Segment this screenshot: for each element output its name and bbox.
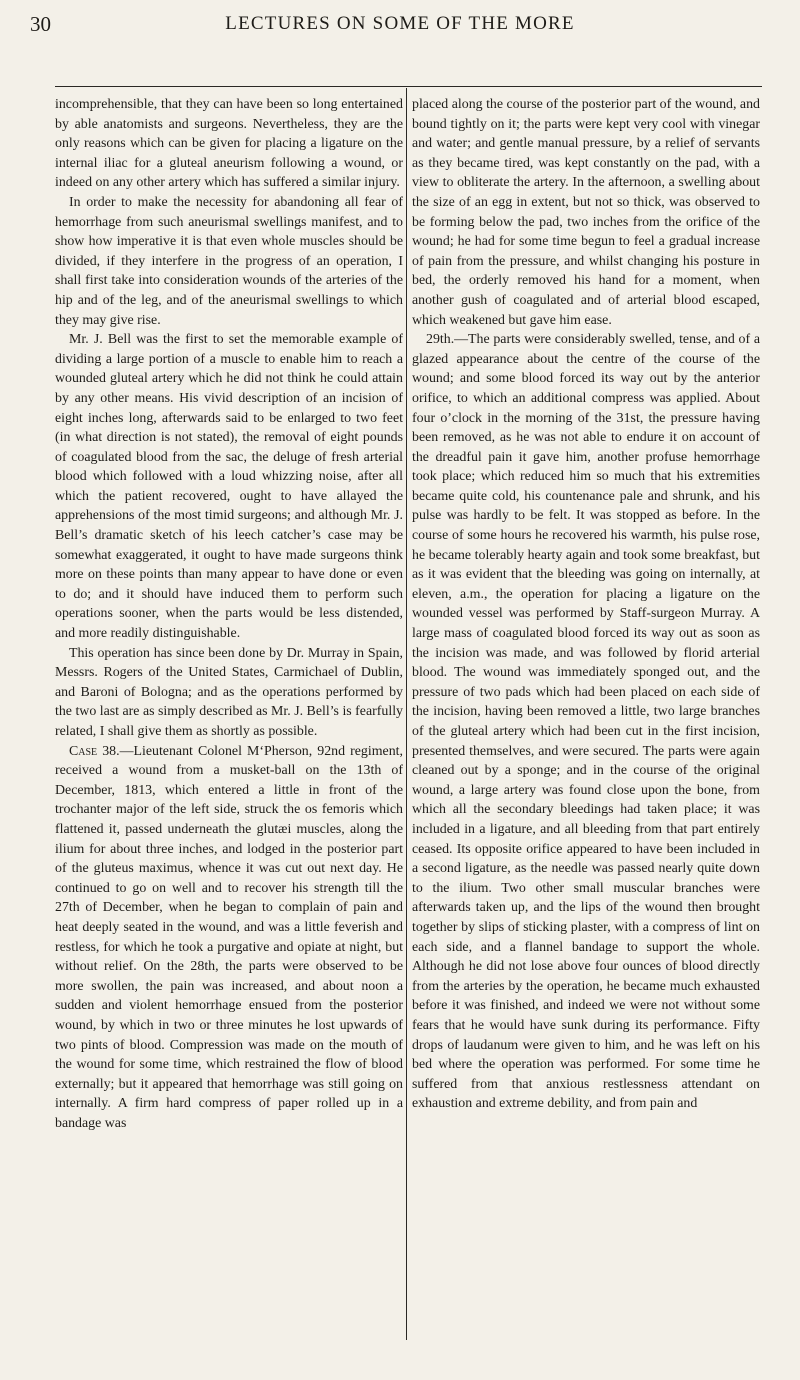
case-text: —Lieutenant Colonel M‘Pherson, 92nd regiment, received a wound from a musket-ball on the 13th of December, 1813, which entered a little in front of the trochanter major of the left side, struck the os femoris which flattened it, passed underneath the glutæi muscles, along the ilium for about three inches, and lodged in the posterior part of the gluteus maximus, whence it was cut out next day. He continued to go on well and to recover his strength till the 27th of December, when he began to complain of pain and heat deeply seated in the wound, and was a little feverish and restless, for which he took a purgative and opiate at night, but without relief. On the 28th, the parts were observed to be more swollen, the pain was increased, and about noon a sudden and violent hemorrhage ensued from the posterior wound, by which in two or three minutes he lost upwards of two pints of blood. Compression was made on the mouth of the wound for some time, which restrained the flow of blood externally; but it appeared that hemorrhage was still going on internally. A firm hard compress of paper rolled up in a bandage was: [55, 743, 403, 1131]
paragraph: 29th.—The parts were considerably swelled, tense, and of a glazed appearance about the centre of the course of the wound; and some blood forced its way out by the anterior orifice, to which an additional compress was applied. About four o’clock in the morning of the 31st, the pressure having been removed, as he was not able to endure it on account of the dreadful pain it gave him, another profuse hemorrhage took place; which reduced him so much that his extremities became quite cold, his countenance pale and shrunk, and his pulse was hardly to be felt. It was stopped as before. In the course of some hours he recovered his warmth, his pulse rose, he became tolerably hearty again and took some breakfast, but as it was evident that the bleeding was going on internally, at eleven, a.m., the operation for placing a ligature on the wounded vessel was performed by Staff-surgeon Murray. A large mass of coagulated blood forced its way out as soon as the incision was made, and was followed by florid arterial blood. The wound was immediately sponged out, and the pressure of two pads which had been placed on each side of the incision, having been removed a little, two large branches of the gluteal artery which had been cut in the first incision, presented themselves, and were secured. The parts were again cleaned out by a sponge; and in the course of the original wound, a large artery was found close upon the bone, from which all the secondary bleedings had taken place; it was included in a ligature, and all bleeding from that part entirely ceased. Its opposite orifice appeared to have been included in a second ligature, as the needle was passed nearly quite down to the ilium. Two other small muscular branches were afterwards taken up, and the lips of the wound then brought together by slips of sticking plaster, with a compress of lint on each side, and a flannel bandage to support the whole. Although he did not lose above four ounces of blood directly from the arteries by the operation, he became much exhausted before it was finished, and indeed we were not without some fears that he would have sunk during its performance. Fifty drops of laudanum were given to him, and he was left on his bed where the operation was performed. For some time he suffered from that anxious restlessness attendant on exhaustion and extreme debility, and from pain and: [412, 332, 760, 1112]
page-number: 30: [30, 11, 51, 36]
left-column: [55, 95, 403, 1133]
case-paragraph: [55, 742, 403, 1134]
case-label: Case 38.: [69, 743, 120, 759]
column-divider: [406, 88, 407, 1340]
paragraph: This operation has since been done by Dr. Murray in Spain, Messrs. Rogers of the United States, Carmichael of Dublin, and Baroni of Bologna; and as the operations performed by the two last are as simply described as Mr. J. Bell’s is fearfully related, I shall give them as shortly as possible.: [55, 645, 403, 739]
paragraph: placed along the course of the posterior part of the wound, and bound tightly on it; the parts were kept very cool with vinegar and water; and gentle manual pressure, by a relief of servants as they became tired, was kept constantly on the pad, with a view to obliterate the artery. In the afternoon, a swelling about the size of an egg in extent, but not so thick, was observed to be forming below the pad, two inches from the orifice of the wound; he had for some time begun to feel a gradual increase of pain from the pressure, and whilst changing his posture in bed, the orderly removed his hand for a moment, when another gush of coagulated and of arterial blood escaped, which weakened but gave him ease.: [412, 97, 760, 328]
paragraph: In order to make the necessity for abandoning all fear of hemorrhage from such aneurismal swellings manifest, and to show how imperative it is that even whole muscles should be divided, if they interfere in the progress of an operation, I shall first take into consideration wounds of the arteries of the hip and of the leg, and of the aneurismal swellings to which they may give rise.: [55, 194, 403, 328]
running-title: LECTURES ON SOME OF THE MORE: [225, 13, 575, 34]
paragraph: incomprehensible, that they can have been so long entertained by able anatomists and surgeons. Nevertheless, they are the only reasons which can be given for placing a ligature on the internal iliac for a gluteal aneurism following a wound, or indeed on any other artery which has suffered a similar injury.: [55, 97, 403, 191]
header-rule: [55, 86, 762, 87]
paragraph: Mr. J. Bell was the first to set the memorable example of dividing a large portion of a muscle to enable him to reach a wounded gluteal artery which he did not think he could attain by any other means. His vivid description of an incision of eight inches long, afterwards said to be enlarged to two feet (in what direction is not stated), the removal of eight pounds of coagulated blood from the sac, the deluge of fresh arterial blood which followed with a loud whizzing noise, after all which the patient recovered, ought to have allayed the apprehensions of the most timid surgeons; and although Mr. J. Bell’s dramatic sketch of his leech catcher’s case may be somewhat exaggerated, it ought to have made surgeons think more on these points than many appear to have done or even to do; and it should have induced them to perform such operations sooner, when the parts would be less distended, and more readily distinguishable.: [55, 332, 403, 642]
right-column: [412, 95, 760, 1114]
page-header: [30, 4, 770, 44]
